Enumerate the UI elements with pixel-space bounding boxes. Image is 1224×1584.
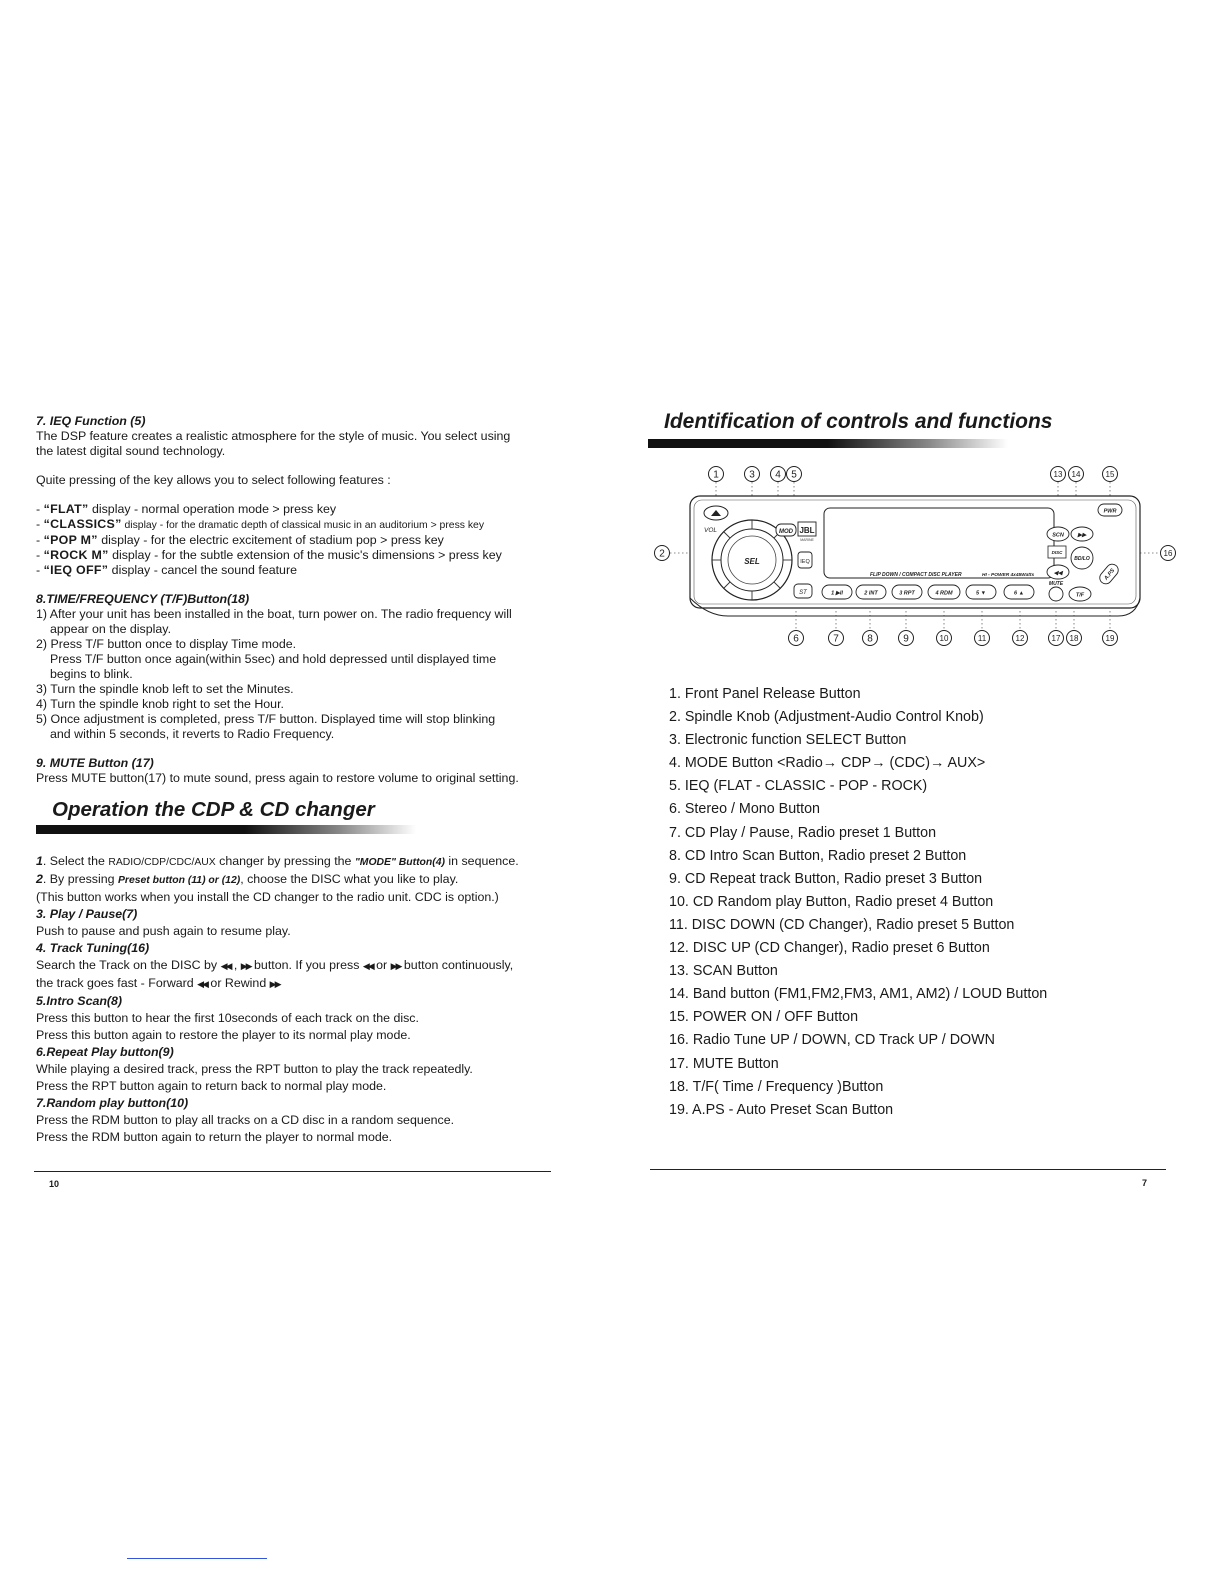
- cdp-step-2: 2. By pressing Preset button (11) or (12), choose the DISC what you like to play.: [36, 872, 459, 886]
- list-item: 14. Band button (FM1,FM2,FM3, AM1, AM2) / LOUD Button: [669, 986, 1048, 1003]
- mute-text: Press MUTE button(17) to mute sound, press again to restore volume to original setting.: [36, 771, 519, 785]
- tf-step: 4) Turn the spindle knob right to set the Hour.: [36, 697, 284, 711]
- front-panel-diagram: [648, 458, 1200, 658]
- ieq-line-2: the latest digital sound technology.: [36, 444, 226, 458]
- list-item: 16. Radio Tune UP / DOWN, CD Track UP / DOWN: [669, 1032, 996, 1049]
- rewind-icon: ◀◀: [220, 961, 231, 971]
- list-item: 8. CD Intro Scan Button, Radio preset 2 Button: [669, 847, 967, 864]
- callout-19: [1103, 631, 1118, 646]
- svg-text:JBL: JBL: [799, 526, 815, 535]
- cdp-step-note: (This button works when you install the CD changer to the radio unit. CDC is option.): [36, 890, 499, 904]
- svg-text:9: 9: [903, 633, 909, 645]
- callout-3: [745, 467, 760, 482]
- stereo-button: [794, 584, 812, 598]
- list-item: 17. MUTE Button: [669, 1055, 779, 1072]
- svg-text:7: 7: [833, 633, 839, 645]
- intro-scan-line-2: Press this button again to restore the player to its normal play mode.: [36, 1028, 411, 1042]
- preset-1-button: [822, 585, 852, 599]
- cdp-title-bar: [36, 825, 416, 834]
- callout-13: [1051, 467, 1066, 482]
- svg-text:8: 8: [867, 633, 873, 645]
- preset-4-button: [928, 585, 960, 599]
- mute-button: [1049, 581, 1064, 601]
- list-item: 2. Spindle Knob (Adjustment-Audio Control Knob): [669, 709, 984, 726]
- svg-text:19: 19: [1105, 634, 1115, 643]
- svg-text:▶▶: ▶▶: [1077, 532, 1087, 539]
- vol-label: VOL: [704, 527, 718, 534]
- forward-icon: ▶▶: [269, 979, 280, 989]
- list-item: 18. T/F( Time / Frequency )Button: [669, 1078, 884, 1095]
- preset-6-button: [1004, 585, 1034, 599]
- svg-text:BD/LO: BD/LO: [1074, 556, 1090, 562]
- track-tuning-line-2: the track goes fast - Forward ◀◀ or Rewind ▶▶: [36, 976, 280, 990]
- feature-flat: - “FLAT” display - normal operation mode > press key: [36, 502, 337, 516]
- list-item: 3. Electronic function SELECT Button: [669, 732, 907, 749]
- controls-list: [669, 683, 1047, 1122]
- callout-8: [863, 631, 878, 646]
- tf-button: [1069, 587, 1091, 601]
- tf-step: 1) After your unit has been installed in the boat, turn power on. The radio frequency will: [36, 607, 512, 621]
- callout-2: [655, 546, 670, 561]
- svg-text:4: 4: [775, 469, 781, 481]
- controls-title-bar: [648, 439, 1008, 448]
- forward-icon: ▶▶: [390, 961, 401, 971]
- svg-text:11: 11: [977, 634, 987, 643]
- preset-5-button: [966, 585, 996, 599]
- feature-classics: - “CLASSICS” display - for the dramatic depth of classical music in an auditorium > press key: [36, 517, 485, 531]
- svg-text:4 RDM: 4 RDM: [935, 590, 953, 597]
- list-item: 6. Stereo / Mono Button: [669, 801, 821, 818]
- callout-4: [771, 467, 786, 482]
- callout-7: [829, 631, 844, 646]
- play-pause-heading: 3. Play / Pause(7): [36, 907, 138, 921]
- svg-text:6: 6: [793, 633, 799, 645]
- callout-17: [1049, 631, 1064, 646]
- track-tuning-heading: 4. Track Tuning(16): [36, 941, 150, 955]
- tf-step: appear on the display.: [50, 622, 172, 636]
- repeat-line-1: While playing a desired track, press the RPT button to play the track repeatedly.: [36, 1062, 473, 1076]
- svg-text:13: 13: [1053, 470, 1063, 479]
- cdp-section-title: Operation the CDP & CD changer: [52, 798, 375, 821]
- tf-step: and within 5 seconds, it reverts to Radio Frequency.: [50, 727, 335, 741]
- ieq-heading: 7. IEQ Function (5): [36, 414, 146, 428]
- random-heading: 7.Random play button(10): [36, 1096, 189, 1110]
- svg-text:17: 17: [1051, 634, 1061, 643]
- feature-pop: - “POP M” display - for the electric excitement of stadium pop > press key: [36, 533, 444, 547]
- svg-text:ST: ST: [799, 590, 807, 596]
- list-item: 19. A.PS - Auto Preset Scan Button: [669, 1101, 894, 1118]
- svg-text:6 ▲: 6 ▲: [1013, 590, 1025, 597]
- rewind-icon: ◀◀: [362, 961, 373, 971]
- svg-text:SCN: SCN: [1052, 532, 1064, 539]
- svg-text:MOD: MOD: [779, 529, 793, 535]
- list-item: 15. POWER ON / OFF Button: [669, 1009, 859, 1026]
- svg-text:5 ▼: 5 ▼: [975, 590, 987, 597]
- svg-text:12: 12: [1015, 634, 1025, 643]
- underline-mark: [127, 1558, 267, 1559]
- list-item: 9. CD Repeat track Button, Radio preset 3 Button: [669, 870, 983, 887]
- preset-3-button: [892, 585, 922, 599]
- callout-1: [709, 467, 724, 482]
- power-label: HI - POWER 4x45Watts: [982, 573, 1035, 578]
- svg-text:IEQ: IEQ: [800, 559, 810, 565]
- right-page: [612, 0, 1224, 1584]
- svg-text:PWR: PWR: [1103, 508, 1117, 515]
- svg-text:A.PS: A.PS: [1103, 567, 1117, 582]
- mute-heading: 9. MUTE Button (17): [36, 756, 154, 770]
- cdp-step-1: 1. Select the RADIO/CDP/CDC/AUX changer by pressing the "MODE" Button(4) in sequence.: [36, 854, 519, 868]
- svg-text:14: 14: [1071, 470, 1081, 479]
- svg-text:MUTE: MUTE: [1048, 581, 1064, 587]
- random-line-1: Press the RDM button to play all tracks on a CD disc in a random sequence.: [36, 1113, 455, 1127]
- rewind-icon: ◀◀: [197, 979, 207, 989]
- player-label: FLIP DOWN / COMPACT DISC PLAYER: [870, 572, 962, 578]
- tf-step: 3) Turn the spindle knob left to set the Minutes.: [36, 682, 294, 696]
- callout-14: [1069, 467, 1084, 482]
- callout-6: [789, 631, 804, 646]
- svg-text:2: 2: [659, 548, 665, 560]
- forward-icon: ▶▶: [240, 961, 251, 971]
- list-item: 13. SCAN Button: [669, 963, 778, 980]
- play-pause-text: Push to pause and push again to resume play.: [36, 924, 291, 938]
- callout-15: [1103, 467, 1118, 482]
- cd-logo: [1048, 546, 1066, 558]
- callout-11: [975, 631, 990, 646]
- forward-button: [1071, 527, 1093, 541]
- release-button: [704, 506, 728, 520]
- tf-step: begins to blink.: [50, 667, 133, 681]
- list-item: 7. CD Play / Pause, Radio preset 1 Button: [669, 824, 937, 841]
- callout-16: [1161, 546, 1176, 561]
- time-freq-heading: 8.TIME/FREQUENCY (T/F)Button(18): [36, 592, 250, 606]
- list-item: 4. MODE Button <Radio→ CDP→ (CDC)→ AUX>: [669, 755, 986, 772]
- svg-text:1 ▶II: 1 ▶II: [831, 590, 843, 597]
- intro-scan-line-1: Press this button to hear the first 10seconds of each track on the disc.: [36, 1011, 419, 1025]
- brand-logo: [798, 522, 816, 542]
- left-column-lower: [36, 853, 576, 1146]
- intro-scan-heading: 5.Intro Scan(8): [36, 994, 123, 1008]
- footer-rule: [650, 1169, 1166, 1170]
- repeat-heading: 6.Repeat Play button(9): [36, 1045, 174, 1059]
- callout-5: [787, 467, 802, 482]
- svg-text:DISC: DISC: [1051, 550, 1063, 555]
- left-column-upper: [36, 414, 576, 786]
- mod-button: [776, 524, 796, 536]
- svg-text:15: 15: [1105, 470, 1115, 479]
- ieq-button: [798, 552, 812, 568]
- ieq-intro: Quite pressing of the key allows you to select following features :: [36, 473, 391, 487]
- page-number: 10: [49, 1179, 60, 1189]
- tf-step: Press T/F button once again(within 5sec) and hold depressed until displayed time: [50, 652, 497, 666]
- svg-text:SEL: SEL: [744, 557, 760, 566]
- display-window: [824, 508, 1054, 578]
- svg-text:18: 18: [1069, 634, 1079, 643]
- svg-text:3: 3: [749, 469, 755, 481]
- scn-button: [1047, 527, 1069, 541]
- callout-12: [1013, 631, 1028, 646]
- controls-title: Identification of controls and functions: [664, 410, 1053, 433]
- preset-2-button: [856, 585, 886, 599]
- svg-text:1: 1: [713, 469, 719, 481]
- feature-rock: - “ROCK M” display - for the subtle extension of the music's dimensions > press key: [36, 548, 502, 562]
- footer-rule: [34, 1171, 551, 1172]
- list-item: 12. DISC UP (CD Changer), Radio preset 6 Button: [669, 940, 990, 957]
- svg-text:3 RPT: 3 RPT: [899, 590, 915, 597]
- track-tuning-line-1: Search the Track on the DISC by ◀◀ , ▶▶ button. If you press ◀◀ or ▶▶ button continuously,: [36, 958, 514, 972]
- tf-step: 5) Once adjustment is completed, press T/F button. Displayed time will stop blinking: [36, 712, 496, 726]
- svg-text:MARINE: MARINE: [800, 538, 814, 542]
- callout-18: [1067, 631, 1082, 646]
- feature-ieq-off: - “IEQ OFF” display - cancel the sound feature: [36, 563, 297, 577]
- list-item: 5. IEQ (FLAT - CLASSIC - POP - ROCK): [669, 778, 928, 795]
- page-number: 7: [1142, 1178, 1148, 1188]
- list-item: 11. DISC DOWN (CD Changer), Radio preset 5 Button: [669, 916, 1015, 933]
- svg-text:10: 10: [939, 634, 949, 643]
- svg-text:2 INT: 2 INT: [864, 590, 878, 597]
- svg-text:◀◀: ◀◀: [1053, 570, 1063, 577]
- pwr-button: [1098, 504, 1122, 516]
- svg-text:5: 5: [791, 469, 797, 481]
- callout-10: [937, 631, 952, 646]
- rewind-button: [1047, 565, 1069, 579]
- svg-text:T/F: T/F: [1075, 592, 1085, 599]
- callout-9: [899, 631, 914, 646]
- svg-text:16: 16: [1163, 549, 1173, 558]
- random-line-2: Press the RDM button again to return the player to normal mode.: [36, 1130, 393, 1144]
- list-item: 1. Front Panel Release Button: [669, 686, 861, 702]
- band-loud-button: [1071, 547, 1093, 569]
- list-item: 10. CD Random play Button, Radio preset 4 Button: [669, 893, 994, 910]
- tf-step: 2) Press T/F button once to display Time mode.: [36, 637, 297, 651]
- ieq-line-1: The DSP feature creates a realistic atmosphere for the style of music. You select using: [36, 429, 511, 443]
- repeat-line-2: Press the RPT button again to return back to normal play mode.: [36, 1079, 387, 1093]
